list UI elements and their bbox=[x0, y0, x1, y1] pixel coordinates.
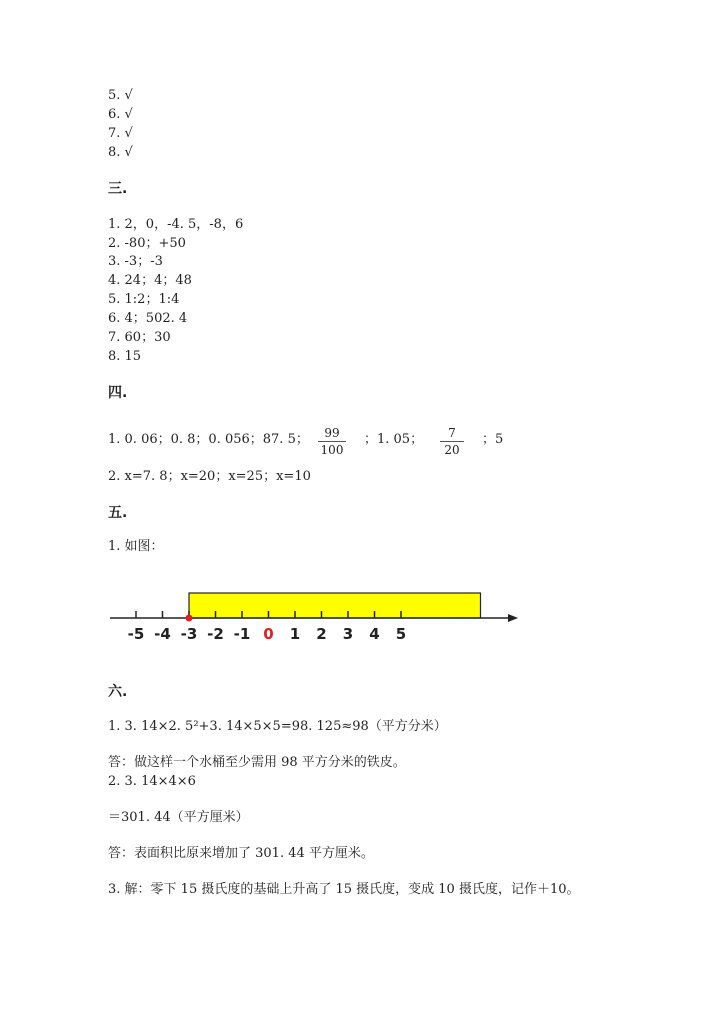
shaded-region bbox=[189, 593, 481, 618]
tick-label: 0 bbox=[263, 625, 274, 643]
tick-label: 5 bbox=[395, 625, 407, 643]
answer-line: 2. 3. 14×4×6 bbox=[108, 774, 196, 789]
answer-line: 答：表面积比原来增加了 301. 44 平方厘米。 bbox=[108, 846, 374, 861]
answer-line: 1. 如图： bbox=[108, 539, 164, 554]
section-heading: 四. bbox=[108, 385, 128, 401]
answer-line: 2. -80；+50 bbox=[108, 236, 186, 251]
fraction-denominator: 20 bbox=[444, 443, 460, 457]
tick-label: 4 bbox=[369, 625, 380, 643]
fraction-numerator: 99 bbox=[324, 426, 340, 440]
tick-label: -4 bbox=[154, 625, 171, 643]
answer-line: 6. √ bbox=[108, 107, 133, 122]
tick-label: -1 bbox=[233, 625, 251, 643]
fraction bbox=[440, 426, 464, 457]
answer-line: 1. 3. 14×2. 5²+3. 14×5×5=98. 125≈98（平方分米） bbox=[108, 719, 447, 734]
axis-arrow bbox=[508, 614, 518, 622]
section-heading: 三. bbox=[108, 181, 128, 197]
answer-line: 5. √ bbox=[108, 88, 133, 103]
answer-line: 2. x=7. 8；x=20；x=25；x=10 bbox=[108, 469, 311, 484]
answer-text: ；1. 05； bbox=[364, 432, 424, 447]
answer-line: 8. √ bbox=[108, 145, 133, 160]
tick-label: -3 bbox=[180, 625, 198, 643]
answer-line: 1. 2，0，-4. 5，-8，6 bbox=[108, 217, 244, 232]
section-heading: 五. bbox=[108, 505, 128, 521]
answer-line: 5. 1:2；1:4 bbox=[108, 292, 180, 307]
number-line-figure bbox=[108, 585, 528, 650]
answer-line: ＝301. 44（平方厘米） bbox=[108, 810, 249, 825]
fraction bbox=[318, 426, 346, 457]
tick-label: -2 bbox=[207, 625, 224, 643]
tick-label: -5 bbox=[127, 625, 145, 643]
fraction-numerator: 7 bbox=[448, 426, 456, 440]
answer-line: 1. 0. 06；0. 8；0. 056；87. 5； bbox=[108, 432, 309, 447]
fraction-bar bbox=[318, 441, 346, 442]
fraction-bar bbox=[440, 441, 464, 442]
section-heading: 六. bbox=[108, 684, 128, 700]
tick-label: 3 bbox=[342, 625, 354, 643]
answer-line: 4. 24；4；48 bbox=[108, 273, 192, 288]
answer-line: 7. 60；30 bbox=[108, 330, 171, 345]
tick-label: 1 bbox=[289, 625, 301, 643]
fraction-denominator: 100 bbox=[320, 443, 344, 457]
answer-line: 7. √ bbox=[108, 126, 133, 141]
answer-line: 3. 解：零下 15 摄氏度的基础上升高了 15 摄氏度，变成 10 摄氏度，记作＋10。 bbox=[108, 882, 580, 897]
answer-line: 答：做这样一个水桶至少需用 98 平方分米的铁皮。 bbox=[108, 755, 406, 770]
answer-line: 6. 4；502. 4 bbox=[108, 311, 188, 326]
tick-label: 2 bbox=[316, 625, 327, 643]
answer-line: 8. 15 bbox=[108, 349, 142, 364]
answer-text: ；5 bbox=[482, 432, 504, 447]
start-point bbox=[186, 615, 193, 622]
answer-line: 3. -3；-3 bbox=[108, 254, 163, 269]
